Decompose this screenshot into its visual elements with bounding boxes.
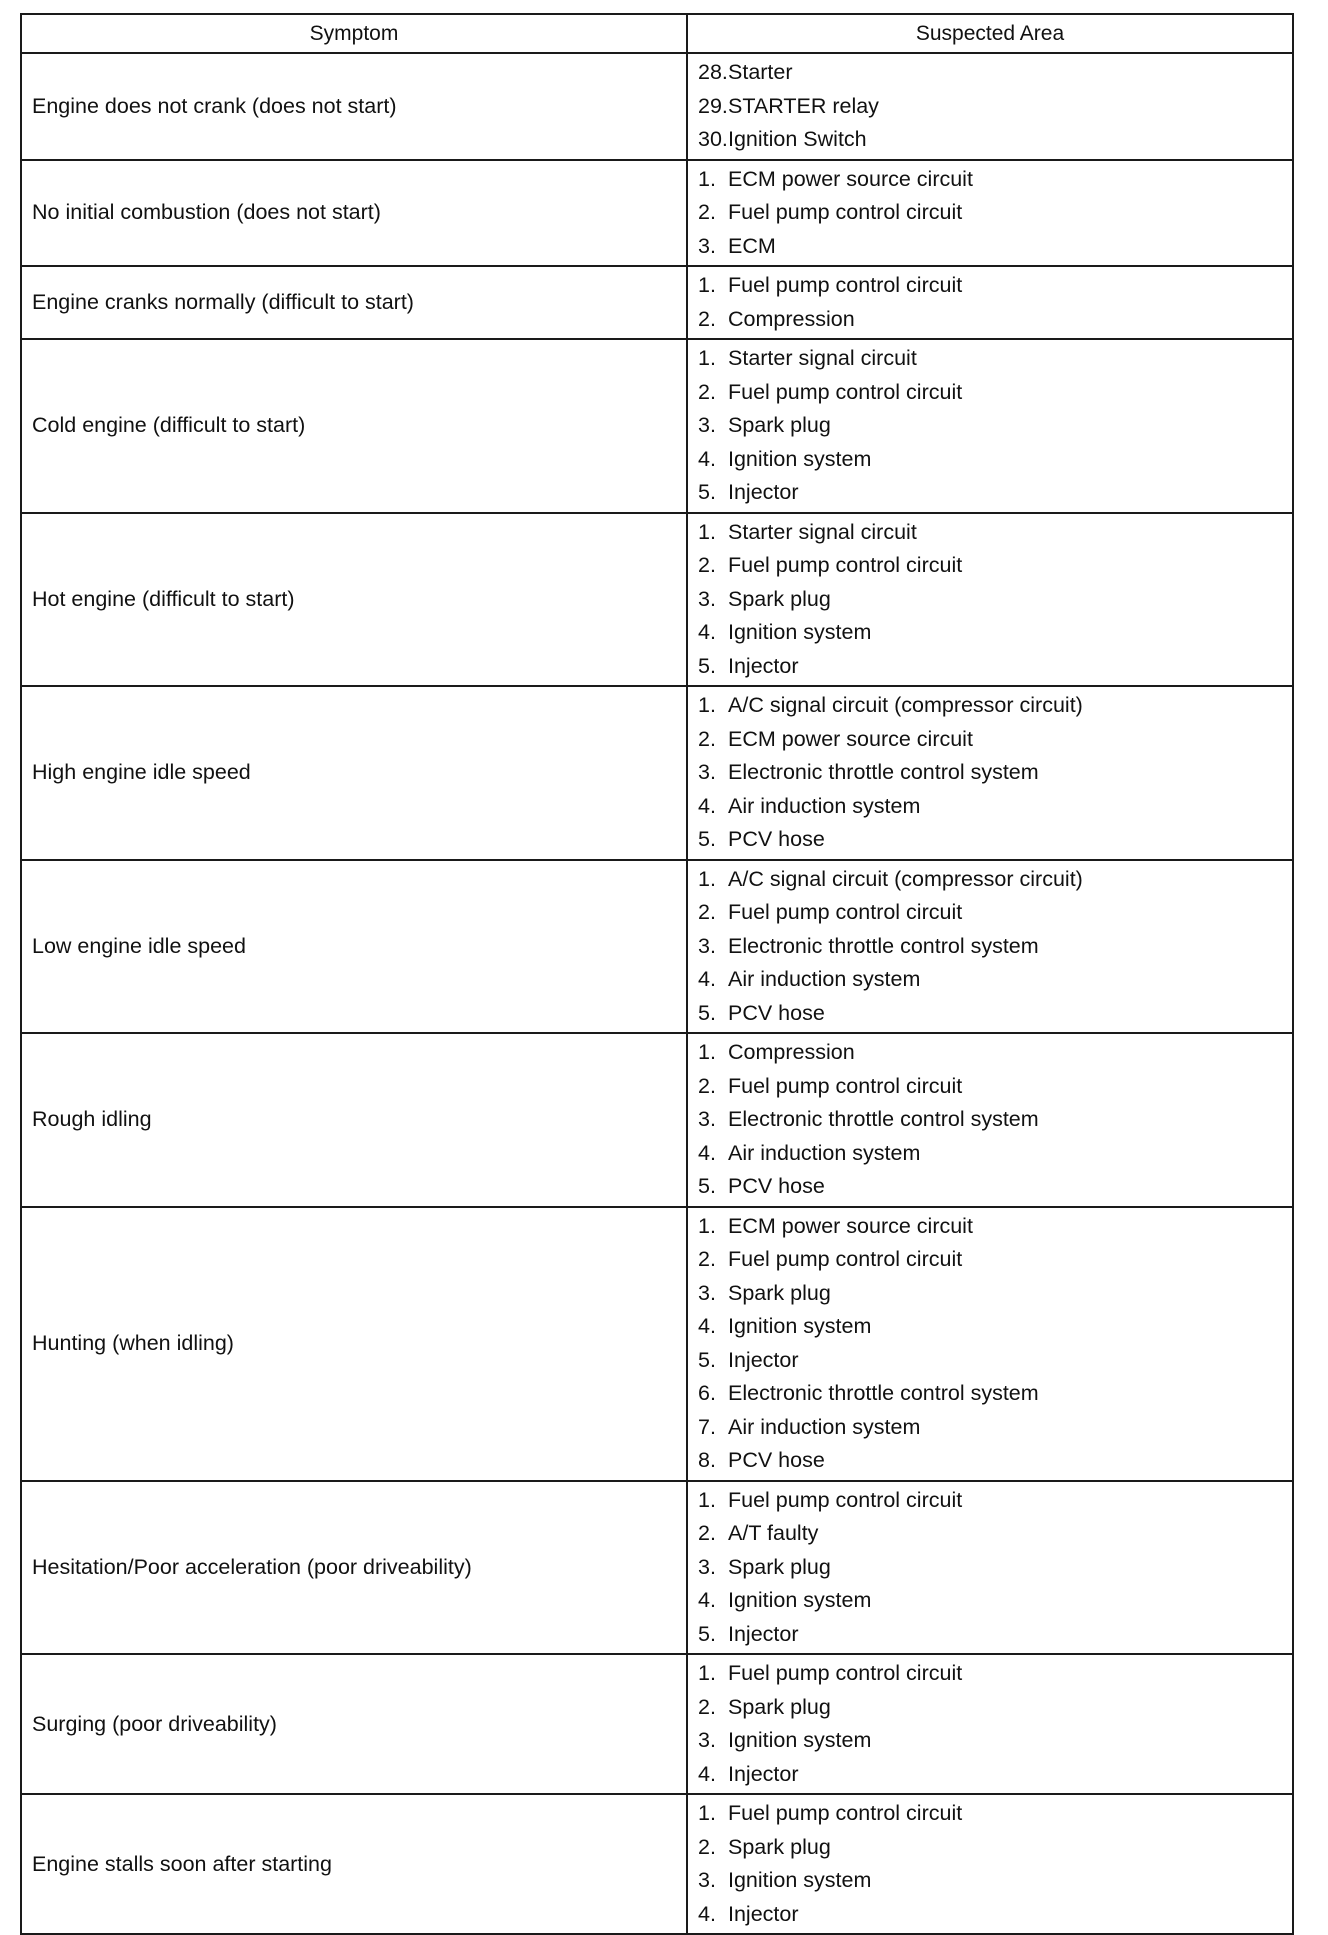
item-number: 3.: [698, 933, 716, 958]
item-text: Compression: [728, 1040, 855, 1064]
suspected-area-cell: [687, 513, 1293, 687]
item-text: Injector: [728, 1901, 799, 1926]
item-number: 2.: [698, 1521, 716, 1545]
item-number: 3.: [698, 1280, 716, 1305]
suspected-area-list: [698, 342, 1282, 510]
item-text: PCV hose: [728, 1174, 825, 1198]
item-text: STARTER relay: [728, 93, 879, 118]
list-item: [698, 269, 1282, 303]
item-number: 4.: [698, 620, 716, 644]
list-item: [698, 1170, 1282, 1204]
list-item: [698, 1724, 1282, 1758]
list-item: [698, 1484, 1282, 1518]
table-row: [21, 160, 1293, 267]
item-number: 3.: [698, 233, 716, 258]
table-header: [21, 14, 1293, 53]
table-row: [21, 53, 1293, 160]
item-text: PCV hose: [728, 1448, 825, 1472]
list-item: [698, 650, 1282, 684]
item-text: Ignition system: [728, 620, 872, 644]
item-text: Spark plug: [728, 586, 831, 611]
item-number: 1.: [698, 346, 716, 370]
item-text: Ignition system: [728, 1728, 872, 1752]
item-text: ECM power source circuit: [728, 726, 973, 751]
list-item: [698, 230, 1282, 264]
list-item: [698, 583, 1282, 617]
item-number: 3.: [698, 1554, 716, 1579]
item-text: Fuel pump control circuit: [728, 379, 963, 404]
item-number: 2.: [698, 1247, 716, 1271]
item-text: Injector: [728, 1347, 799, 1372]
suspected-area-cell: [687, 339, 1293, 513]
item-text: Spark plug: [728, 1694, 831, 1719]
item-number: 5.: [698, 1000, 716, 1025]
item-text: Ignition system: [728, 1588, 872, 1612]
list-item: [698, 997, 1282, 1031]
list-item: [698, 756, 1282, 790]
item-number: 3.: [698, 1868, 716, 1892]
item-text: ECM power source circuit: [728, 166, 973, 191]
suspected-area-list: [698, 1484, 1282, 1652]
item-text: Air induction system: [728, 967, 921, 991]
list-item: [698, 123, 1282, 157]
symptom-cell: Hesitation/Poor acceleration (poor driveability): [21, 1481, 687, 1655]
list-item: [698, 90, 1282, 124]
list-item: [698, 196, 1282, 230]
suspected-area-list: [698, 269, 1282, 336]
item-text: Fuel pump control circuit: [728, 553, 963, 577]
list-item: [698, 1036, 1282, 1070]
suspected-area-list: [698, 863, 1282, 1031]
symptom-cell: High engine idle speed: [21, 686, 687, 860]
item-text: Ignition Switch: [728, 127, 867, 151]
list-item: [698, 1310, 1282, 1344]
item-text: Ignition system: [728, 1868, 872, 1892]
list-item: [698, 1758, 1282, 1792]
item-text: A/C signal circuit (compressor circuit): [728, 693, 1083, 717]
list-item: [698, 376, 1282, 410]
item-text: Electronic throttle control system: [728, 933, 1039, 958]
item-number: 1.: [698, 1487, 716, 1512]
suspected-area-list: [698, 1210, 1282, 1478]
suspected-area-cell: [687, 266, 1293, 339]
table-row: [21, 1794, 1293, 1934]
list-item: [698, 689, 1282, 723]
item-number: 3.: [698, 586, 716, 611]
item-number: 4.: [698, 793, 716, 818]
symptom-cell: Surging (poor driveability): [21, 1654, 687, 1794]
item-text: Injector: [728, 1621, 799, 1646]
item-number: 4.: [698, 1140, 716, 1165]
suspected-area-cell: [687, 860, 1293, 1034]
list-item: [698, 1691, 1282, 1725]
item-number: 1.: [698, 166, 716, 191]
table-row: [21, 1207, 1293, 1481]
symptom-table: [20, 13, 1294, 1935]
item-number: 6.: [698, 1381, 716, 1405]
item-text: Fuel pump control circuit: [728, 1247, 963, 1271]
symptom-cell: Low engine idle speed: [21, 860, 687, 1034]
list-item: [698, 1103, 1282, 1137]
suspected-area-list: [698, 163, 1282, 264]
list-item: [698, 1377, 1282, 1411]
item-number: 2.: [698, 1694, 716, 1719]
table-row: [21, 1033, 1293, 1207]
list-item: [698, 342, 1282, 376]
suspected-area-list: [698, 56, 1282, 157]
item-number: 2.: [698, 1834, 716, 1859]
item-number: 1.: [698, 273, 716, 297]
item-text: Spark plug: [728, 1834, 831, 1859]
item-text: PCV hose: [728, 827, 825, 851]
item-number: 1.: [698, 1213, 716, 1238]
list-item: [698, 1864, 1282, 1898]
item-number: 4.: [698, 1761, 716, 1786]
item-text: Starter signal circuit: [728, 519, 917, 544]
item-text: Fuel pump control circuit: [728, 1661, 963, 1685]
table-row: [21, 266, 1293, 339]
suspected-area-cell: [687, 53, 1293, 160]
item-number: 1.: [698, 519, 716, 544]
item-number: 5.: [698, 827, 716, 851]
item-number: 2.: [698, 306, 716, 331]
item-text: Fuel pump control circuit: [728, 900, 963, 924]
list-item: [698, 1243, 1282, 1277]
list-item: [698, 476, 1282, 510]
list-item: [698, 1444, 1282, 1478]
item-text: Fuel pump control circuit: [728, 1487, 963, 1512]
item-number: 5.: [698, 653, 716, 678]
item-text: Electronic throttle control system: [728, 1107, 1039, 1131]
item-text: PCV hose: [728, 1000, 825, 1025]
list-item: [698, 1070, 1282, 1104]
item-text: Fuel pump control circuit: [728, 273, 963, 297]
item-text: Injector: [728, 480, 799, 504]
suspected-area-list: [698, 1036, 1282, 1204]
item-number: 2.: [698, 200, 716, 224]
list-item: [698, 516, 1282, 550]
item-text: Injector: [728, 653, 799, 678]
symptom-cell: No initial combustion (does not start): [21, 160, 687, 267]
list-item: [698, 1831, 1282, 1865]
item-text: Air induction system: [728, 793, 921, 818]
list-item: [698, 1137, 1282, 1171]
symptom-cell: Engine does not crank (does not start): [21, 53, 687, 160]
item-number: 4.: [698, 1588, 716, 1612]
table-row: [21, 1654, 1293, 1794]
list-item: [698, 863, 1282, 897]
list-item: [698, 1657, 1282, 1691]
suspected-area-cell: [687, 686, 1293, 860]
list-item: [698, 1517, 1282, 1551]
suspected-area-list: [698, 1657, 1282, 1791]
item-number: 1.: [698, 1040, 716, 1064]
symptom-cell: Engine stalls soon after starting: [21, 1794, 687, 1934]
list-item: [698, 823, 1282, 857]
item-text: Ignition system: [728, 1314, 872, 1338]
item-text: Air induction system: [728, 1140, 921, 1165]
item-text: Electronic throttle control system: [728, 1381, 1039, 1405]
item-number: 5.: [698, 1174, 716, 1198]
list-item: [698, 930, 1282, 964]
table-row: [21, 686, 1293, 860]
item-text: Fuel pump control circuit: [728, 1073, 963, 1098]
item-number: 4.: [698, 1314, 716, 1338]
item-text: ECM power source circuit: [728, 1213, 973, 1238]
item-number: 2.: [698, 1073, 716, 1098]
item-number: 1.: [698, 1801, 716, 1825]
item-number: 4.: [698, 446, 716, 471]
item-number: 8.: [698, 1448, 716, 1472]
item-number: 3.: [698, 1107, 716, 1131]
list-item: [698, 1344, 1282, 1378]
item-number: 2.: [698, 553, 716, 577]
table-row: [21, 860, 1293, 1034]
suspected-area-list: [698, 516, 1282, 684]
item-text: Fuel pump control circuit: [728, 1801, 963, 1825]
suspected-area-list: [698, 1797, 1282, 1931]
list-item: [698, 896, 1282, 930]
table-body: [21, 53, 1293, 1934]
item-text: Starter: [728, 60, 793, 84]
suspected-area-cell: [687, 160, 1293, 267]
item-number: 7.: [698, 1414, 716, 1439]
list-item: [698, 1618, 1282, 1652]
item-text: Injector: [728, 1761, 799, 1786]
suspected-area-list: [698, 689, 1282, 857]
suspected-area-cell: [687, 1654, 1293, 1794]
list-item: [698, 1584, 1282, 1618]
item-number: 29.: [698, 93, 728, 118]
item-text: Compression: [728, 306, 855, 331]
item-number: 3.: [698, 1728, 716, 1752]
item-text: Electronic throttle control system: [728, 760, 1039, 784]
table-row: [21, 1481, 1293, 1655]
item-text: Spark plug: [728, 413, 831, 437]
table-row: [21, 513, 1293, 687]
list-item: [698, 616, 1282, 650]
item-text: Fuel pump control circuit: [728, 200, 963, 224]
item-number: 5.: [698, 1347, 716, 1372]
symptom-cell: Cold engine (difficult to start): [21, 339, 687, 513]
list-item: [698, 1898, 1282, 1932]
list-item: [698, 790, 1282, 824]
list-item: [698, 1411, 1282, 1445]
item-text: Spark plug: [728, 1554, 831, 1579]
item-number: 3.: [698, 413, 716, 437]
symptom-cell: Engine cranks normally (difficult to start): [21, 266, 687, 339]
suspected-area-cell: [687, 1033, 1293, 1207]
item-number: 2.: [698, 726, 716, 751]
header-suspected-area: Suspected Area: [687, 14, 1293, 53]
item-text: Spark plug: [728, 1280, 831, 1305]
suspected-area-cell: [687, 1481, 1293, 1655]
symptom-cell: Rough idling: [21, 1033, 687, 1207]
item-number: 5.: [698, 480, 716, 504]
item-number: 2.: [698, 379, 716, 404]
suspected-area-cell: [687, 1794, 1293, 1934]
item-number: 28.: [698, 60, 728, 84]
item-number: 1.: [698, 693, 716, 717]
list-item: [698, 1551, 1282, 1585]
list-item: [698, 303, 1282, 337]
list-item: [698, 723, 1282, 757]
list-item: [698, 1210, 1282, 1244]
list-item: [698, 163, 1282, 197]
list-item: [698, 409, 1282, 443]
list-item: [698, 1797, 1282, 1831]
item-number: 1.: [698, 866, 716, 891]
list-item: [698, 549, 1282, 583]
item-text: ECM: [728, 233, 776, 258]
list-item: [698, 443, 1282, 477]
table-row: [21, 339, 1293, 513]
item-text: Air induction system: [728, 1414, 921, 1439]
symptom-cell: Hot engine (difficult to start): [21, 513, 687, 687]
item-number: 1.: [698, 1661, 716, 1685]
header-symptom: Symptom: [21, 14, 687, 53]
list-item: [698, 963, 1282, 997]
item-number: 30.: [698, 127, 728, 151]
item-number: 2.: [698, 900, 716, 924]
item-text: A/C signal circuit (compressor circuit): [728, 866, 1083, 891]
item-text: Starter signal circuit: [728, 346, 917, 370]
header-row: [21, 14, 1293, 53]
list-item: [698, 1277, 1282, 1311]
item-number: 4.: [698, 1901, 716, 1926]
item-text: Ignition system: [728, 446, 872, 471]
item-number: 4.: [698, 967, 716, 991]
list-item: [698, 56, 1282, 90]
symptom-cell: Hunting (when idling): [21, 1207, 687, 1481]
item-number: 5.: [698, 1621, 716, 1646]
item-number: 3.: [698, 760, 716, 784]
item-text: A/T faulty: [728, 1521, 819, 1545]
suspected-area-cell: [687, 1207, 1293, 1481]
